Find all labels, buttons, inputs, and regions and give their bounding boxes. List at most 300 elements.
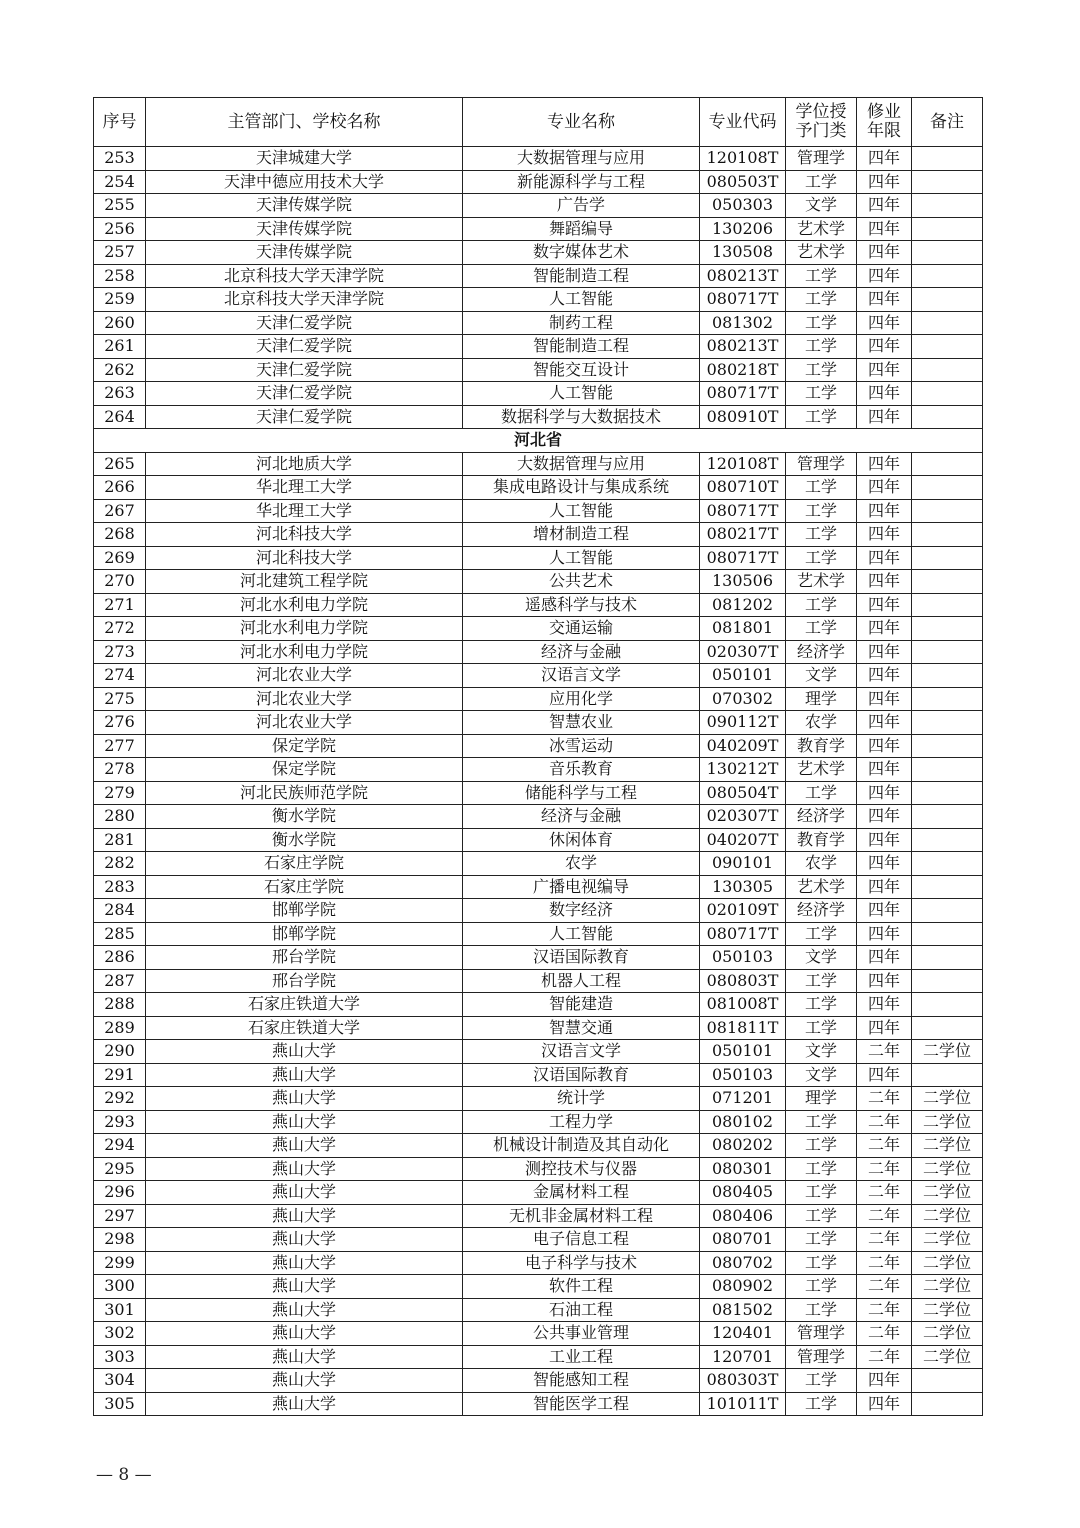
cell-degree: 工学 (786, 546, 857, 570)
cell-note: 二学位 (912, 1322, 983, 1346)
cell-code: 080710T (700, 476, 786, 500)
cell-seq: 305 (94, 1392, 146, 1416)
cell-code: 080910T (700, 405, 786, 429)
cell-degree: 管理学 (786, 1322, 857, 1346)
cell-seq: 274 (94, 664, 146, 688)
cell-years: 四年 (857, 781, 912, 805)
cell-degree: 理学 (786, 687, 857, 711)
cell-code: 050103 (700, 946, 786, 970)
cell-major: 农学 (463, 852, 700, 876)
cell-school: 燕山大学 (146, 1181, 463, 1205)
cell-code: 080717T (700, 288, 786, 312)
cell-seq: 289 (94, 1016, 146, 1040)
cell-degree: 艺术学 (786, 217, 857, 241)
cell-years: 四年 (857, 382, 912, 406)
cell-seq: 294 (94, 1134, 146, 1158)
table-row (94, 852, 983, 876)
table-row (94, 1251, 983, 1275)
table-row (94, 546, 983, 570)
cell-degree: 管理学 (786, 147, 857, 171)
cell-years: 二年 (857, 1298, 912, 1322)
cell-major: 石油工程 (463, 1298, 700, 1322)
section-title: 河北省 (94, 429, 983, 453)
cell-degree: 工学 (786, 311, 857, 335)
cell-seq: 302 (94, 1322, 146, 1346)
cell-school: 保定学院 (146, 734, 463, 758)
cell-seq: 256 (94, 217, 146, 241)
cell-seq: 299 (94, 1251, 146, 1275)
cell-code: 080405 (700, 1181, 786, 1205)
cell-degree: 经济学 (786, 640, 857, 664)
cell-note (912, 993, 983, 1017)
cell-years: 四年 (857, 664, 912, 688)
cell-seq: 282 (94, 852, 146, 876)
table-row (94, 1087, 983, 1111)
table-row (94, 311, 983, 335)
cell-major: 工业工程 (463, 1345, 700, 1369)
cell-note (912, 405, 983, 429)
cell-major: 智能交互设计 (463, 358, 700, 382)
cell-major: 新能源科学与工程 (463, 170, 700, 194)
cell-school: 保定学院 (146, 758, 463, 782)
cell-school: 石家庄学院 (146, 852, 463, 876)
cell-code: 130206 (700, 217, 786, 241)
cell-major: 智慧交通 (463, 1016, 700, 1040)
cell-school: 燕山大学 (146, 1134, 463, 1158)
cell-note (912, 593, 983, 617)
cell-degree: 工学 (786, 1275, 857, 1299)
cell-note: 二学位 (912, 1298, 983, 1322)
cell-major: 机器人工程 (463, 969, 700, 993)
table-row (94, 711, 983, 735)
cell-note: 二学位 (912, 1040, 983, 1064)
cell-years: 四年 (857, 288, 912, 312)
cell-years: 二年 (857, 1110, 912, 1134)
cell-seq: 291 (94, 1063, 146, 1087)
cell-code: 081008T (700, 993, 786, 1017)
cell-years: 四年 (857, 546, 912, 570)
cell-seq: 280 (94, 805, 146, 829)
cell-note (912, 499, 983, 523)
cell-years: 四年 (857, 640, 912, 664)
header-code: 专业代码 (700, 98, 786, 147)
table-row (94, 969, 983, 993)
cell-years: 四年 (857, 593, 912, 617)
cell-seq: 271 (94, 593, 146, 617)
cell-seq: 286 (94, 946, 146, 970)
cell-degree: 管理学 (786, 1345, 857, 1369)
cell-years: 二年 (857, 1228, 912, 1252)
cell-major: 遥感科学与技术 (463, 593, 700, 617)
cell-years: 四年 (857, 570, 912, 594)
table-row (94, 288, 983, 312)
cell-years: 二年 (857, 1275, 912, 1299)
cell-school: 邢台学院 (146, 946, 463, 970)
cell-years: 四年 (857, 405, 912, 429)
cell-seq: 265 (94, 452, 146, 476)
cell-major: 数字经济 (463, 899, 700, 923)
cell-note: 二学位 (912, 1134, 983, 1158)
cell-years: 四年 (857, 523, 912, 547)
table-row (94, 687, 983, 711)
cell-degree: 教育学 (786, 734, 857, 758)
cell-code: 081302 (700, 311, 786, 335)
cell-years: 四年 (857, 899, 912, 923)
table-row (94, 805, 983, 829)
cell-school: 燕山大学 (146, 1087, 463, 1111)
cell-major: 电子信息工程 (463, 1228, 700, 1252)
cell-code: 081811T (700, 1016, 786, 1040)
cell-years: 四年 (857, 217, 912, 241)
cell-note: 二学位 (912, 1345, 983, 1369)
cell-years: 四年 (857, 311, 912, 335)
cell-code: 080202 (700, 1134, 786, 1158)
cell-school: 河北地质大学 (146, 452, 463, 476)
cell-seq: 281 (94, 828, 146, 852)
cell-years: 四年 (857, 476, 912, 500)
cell-degree: 工学 (786, 1204, 857, 1228)
cell-school: 天津仁爱学院 (146, 405, 463, 429)
header-years (857, 98, 912, 147)
table-row (94, 1110, 983, 1134)
cell-degree: 文学 (786, 664, 857, 688)
cell-seq: 273 (94, 640, 146, 664)
cell-major: 人工智能 (463, 499, 700, 523)
cell-note (912, 734, 983, 758)
cell-major: 机械设计制造及其自动化 (463, 1134, 700, 1158)
section-hebei (94, 429, 983, 453)
cell-degree: 艺术学 (786, 758, 857, 782)
cell-seq: 303 (94, 1345, 146, 1369)
cell-degree: 工学 (786, 1181, 857, 1205)
cell-school: 燕山大学 (146, 1369, 463, 1393)
cell-school: 天津仁爱学院 (146, 358, 463, 382)
header-years-label: 修业年限 (867, 102, 901, 141)
cell-major: 交通运输 (463, 617, 700, 641)
cell-note: 二学位 (912, 1157, 983, 1181)
cell-code: 040209T (700, 734, 786, 758)
cell-major: 智能制造工程 (463, 335, 700, 359)
table-row (94, 899, 983, 923)
cell-seq: 266 (94, 476, 146, 500)
cell-code: 050303 (700, 194, 786, 218)
cell-seq: 253 (94, 147, 146, 171)
table-row (94, 217, 983, 241)
cell-degree: 管理学 (786, 452, 857, 476)
major-table-container (93, 97, 982, 1416)
cell-school: 燕山大学 (146, 1040, 463, 1064)
cell-seq: 270 (94, 570, 146, 594)
cell-code: 020109T (700, 899, 786, 923)
cell-note (912, 781, 983, 805)
cell-years: 四年 (857, 711, 912, 735)
cell-code: 080217T (700, 523, 786, 547)
cell-major: 智能医学工程 (463, 1392, 700, 1416)
cell-degree: 艺术学 (786, 570, 857, 594)
cell-major: 增材制造工程 (463, 523, 700, 547)
cell-major: 公共艺术 (463, 570, 700, 594)
cell-degree: 工学 (786, 1228, 857, 1252)
cell-school: 燕山大学 (146, 1063, 463, 1087)
cell-major: 应用化学 (463, 687, 700, 711)
cell-note: 二学位 (912, 1251, 983, 1275)
cell-degree: 工学 (786, 1369, 857, 1393)
table-row (94, 382, 983, 406)
cell-years: 四年 (857, 335, 912, 359)
table-header (94, 98, 983, 147)
cell-code: 020307T (700, 805, 786, 829)
cell-note (912, 311, 983, 335)
cell-degree: 教育学 (786, 828, 857, 852)
cell-years: 四年 (857, 969, 912, 993)
cell-note (912, 640, 983, 664)
cell-seq: 257 (94, 241, 146, 265)
cell-years: 四年 (857, 805, 912, 829)
major-table (93, 97, 983, 1416)
cell-degree: 艺术学 (786, 875, 857, 899)
cell-major: 经济与金融 (463, 805, 700, 829)
cell-years: 四年 (857, 452, 912, 476)
cell-note (912, 758, 983, 782)
cell-code: 080213T (700, 335, 786, 359)
cell-note (912, 288, 983, 312)
cell-degree: 文学 (786, 194, 857, 218)
cell-note (912, 147, 983, 171)
cell-note (912, 1016, 983, 1040)
cell-years: 四年 (857, 687, 912, 711)
cell-note (912, 1369, 983, 1393)
cell-seq: 267 (94, 499, 146, 523)
header-note: 备注 (912, 98, 983, 147)
cell-major: 广告学 (463, 194, 700, 218)
table-row (94, 1345, 983, 1369)
cell-school: 天津仁爱学院 (146, 382, 463, 406)
cell-years: 四年 (857, 758, 912, 782)
cell-years: 四年 (857, 922, 912, 946)
cell-school: 燕山大学 (146, 1298, 463, 1322)
cell-code: 130212T (700, 758, 786, 782)
table-row (94, 264, 983, 288)
cell-note (912, 946, 983, 970)
table-row (94, 640, 983, 664)
cell-school: 邢台学院 (146, 969, 463, 993)
cell-note (912, 523, 983, 547)
cell-seq: 285 (94, 922, 146, 946)
table-row (94, 1228, 983, 1252)
cell-major: 大数据管理与应用 (463, 452, 700, 476)
cell-code: 080803T (700, 969, 786, 993)
cell-code: 050103 (700, 1063, 786, 1087)
cell-major: 人工智能 (463, 546, 700, 570)
table-row (94, 194, 983, 218)
cell-note (912, 687, 983, 711)
table-row (94, 828, 983, 852)
cell-school: 燕山大学 (146, 1204, 463, 1228)
cell-code: 040207T (700, 828, 786, 852)
cell-code: 080701 (700, 1228, 786, 1252)
cell-school: 河北农业大学 (146, 687, 463, 711)
cell-degree: 工学 (786, 1157, 857, 1181)
cell-code: 080717T (700, 499, 786, 523)
cell-major: 大数据管理与应用 (463, 147, 700, 171)
cell-years: 二年 (857, 1322, 912, 1346)
header-degree (786, 98, 857, 147)
cell-seq: 298 (94, 1228, 146, 1252)
cell-seq: 268 (94, 523, 146, 547)
cell-seq: 255 (94, 194, 146, 218)
cell-code: 070302 (700, 687, 786, 711)
cell-school: 燕山大学 (146, 1228, 463, 1252)
table-row (94, 1181, 983, 1205)
cell-code: 080218T (700, 358, 786, 382)
cell-major: 音乐教育 (463, 758, 700, 782)
cell-major: 汉语言文学 (463, 1040, 700, 1064)
cell-degree: 工学 (786, 288, 857, 312)
cell-school: 燕山大学 (146, 1157, 463, 1181)
cell-major: 汉语国际教育 (463, 1063, 700, 1087)
cell-seq: 292 (94, 1087, 146, 1111)
cell-major: 无机非金属材料工程 (463, 1204, 700, 1228)
table-row (94, 1063, 983, 1087)
cell-years: 四年 (857, 734, 912, 758)
cell-seq: 296 (94, 1181, 146, 1205)
cell-years: 四年 (857, 147, 912, 171)
cell-school: 天津传媒学院 (146, 194, 463, 218)
header-major: 专业名称 (463, 98, 700, 147)
page-number: — 8 — (96, 1465, 152, 1485)
header-school: 主管部门、学校名称 (146, 98, 463, 147)
cell-school: 河北科技大学 (146, 523, 463, 547)
cell-years: 二年 (857, 1204, 912, 1228)
table-row (94, 570, 983, 594)
cell-school: 北京科技大学天津学院 (146, 264, 463, 288)
table-body-hebei (94, 452, 983, 1416)
cell-school: 衡水学院 (146, 805, 463, 829)
cell-seq: 283 (94, 875, 146, 899)
cell-years: 四年 (857, 264, 912, 288)
cell-code: 080503T (700, 170, 786, 194)
cell-seq: 254 (94, 170, 146, 194)
cell-seq: 269 (94, 546, 146, 570)
cell-note (912, 828, 983, 852)
cell-note: 二学位 (912, 1087, 983, 1111)
cell-note (912, 1063, 983, 1087)
table-body-tianjin (94, 147, 983, 429)
cell-degree: 工学 (786, 922, 857, 946)
cell-note: 二学位 (912, 1275, 983, 1299)
cell-note (912, 476, 983, 500)
table-row (94, 358, 983, 382)
cell-note (912, 335, 983, 359)
cell-degree: 工学 (786, 993, 857, 1017)
cell-school: 河北水利电力学院 (146, 640, 463, 664)
cell-major: 经济与金融 (463, 640, 700, 664)
cell-major: 电子科学与技术 (463, 1251, 700, 1275)
cell-major: 舞蹈编导 (463, 217, 700, 241)
cell-years: 四年 (857, 828, 912, 852)
cell-school: 河北农业大学 (146, 711, 463, 735)
cell-seq: 264 (94, 405, 146, 429)
cell-school: 北京科技大学天津学院 (146, 288, 463, 312)
table-row (94, 405, 983, 429)
cell-note (912, 264, 983, 288)
cell-major: 冰雪运动 (463, 734, 700, 758)
cell-school: 燕山大学 (146, 1345, 463, 1369)
cell-note (912, 546, 983, 570)
cell-school: 华北理工大学 (146, 499, 463, 523)
header-degree-label: 学位授予门类 (795, 102, 847, 141)
cell-note (912, 969, 983, 993)
cell-note: 二学位 (912, 1228, 983, 1252)
cell-school: 燕山大学 (146, 1392, 463, 1416)
table-row (94, 476, 983, 500)
table-row (94, 1298, 983, 1322)
cell-major: 储能科学与工程 (463, 781, 700, 805)
cell-major: 工程力学 (463, 1110, 700, 1134)
cell-major: 制药工程 (463, 311, 700, 335)
cell-major: 公共事业管理 (463, 1322, 700, 1346)
cell-seq: 261 (94, 335, 146, 359)
cell-degree: 工学 (786, 1016, 857, 1040)
cell-school: 天津传媒学院 (146, 217, 463, 241)
cell-major: 数字媒体艺术 (463, 241, 700, 265)
cell-code: 080102 (700, 1110, 786, 1134)
cell-degree: 工学 (786, 1298, 857, 1322)
cell-note (912, 358, 983, 382)
table-row (94, 241, 983, 265)
table-row (94, 335, 983, 359)
cell-degree: 工学 (786, 358, 857, 382)
cell-degree: 工学 (786, 523, 857, 547)
cell-code: 080301 (700, 1157, 786, 1181)
cell-code: 080902 (700, 1275, 786, 1299)
cell-degree: 文学 (786, 1063, 857, 1087)
table-row (94, 946, 983, 970)
cell-degree: 工学 (786, 476, 857, 500)
cell-code: 050101 (700, 1040, 786, 1064)
cell-major: 人工智能 (463, 922, 700, 946)
cell-code: 090112T (700, 711, 786, 735)
cell-years: 二年 (857, 1087, 912, 1111)
cell-code: 020307T (700, 640, 786, 664)
cell-seq: 258 (94, 264, 146, 288)
cell-major: 智慧农业 (463, 711, 700, 735)
cell-code: 081502 (700, 1298, 786, 1322)
cell-degree: 工学 (786, 781, 857, 805)
cell-degree: 工学 (786, 264, 857, 288)
cell-years: 四年 (857, 852, 912, 876)
cell-seq: 304 (94, 1369, 146, 1393)
cell-school: 河北水利电力学院 (146, 593, 463, 617)
cell-major: 测控技术与仪器 (463, 1157, 700, 1181)
cell-major: 统计学 (463, 1087, 700, 1111)
cell-degree: 工学 (786, 170, 857, 194)
table-row (94, 781, 983, 805)
cell-degree: 农学 (786, 852, 857, 876)
cell-note: 二学位 (912, 1204, 983, 1228)
cell-school: 天津中德应用技术大学 (146, 170, 463, 194)
cell-seq: 279 (94, 781, 146, 805)
cell-seq: 288 (94, 993, 146, 1017)
cell-school: 石家庄铁道大学 (146, 1016, 463, 1040)
cell-years: 四年 (857, 194, 912, 218)
cell-code: 130506 (700, 570, 786, 594)
cell-seq: 290 (94, 1040, 146, 1064)
table-row (94, 734, 983, 758)
table-row (94, 1204, 983, 1228)
table-row (94, 170, 983, 194)
cell-school: 华北理工大学 (146, 476, 463, 500)
